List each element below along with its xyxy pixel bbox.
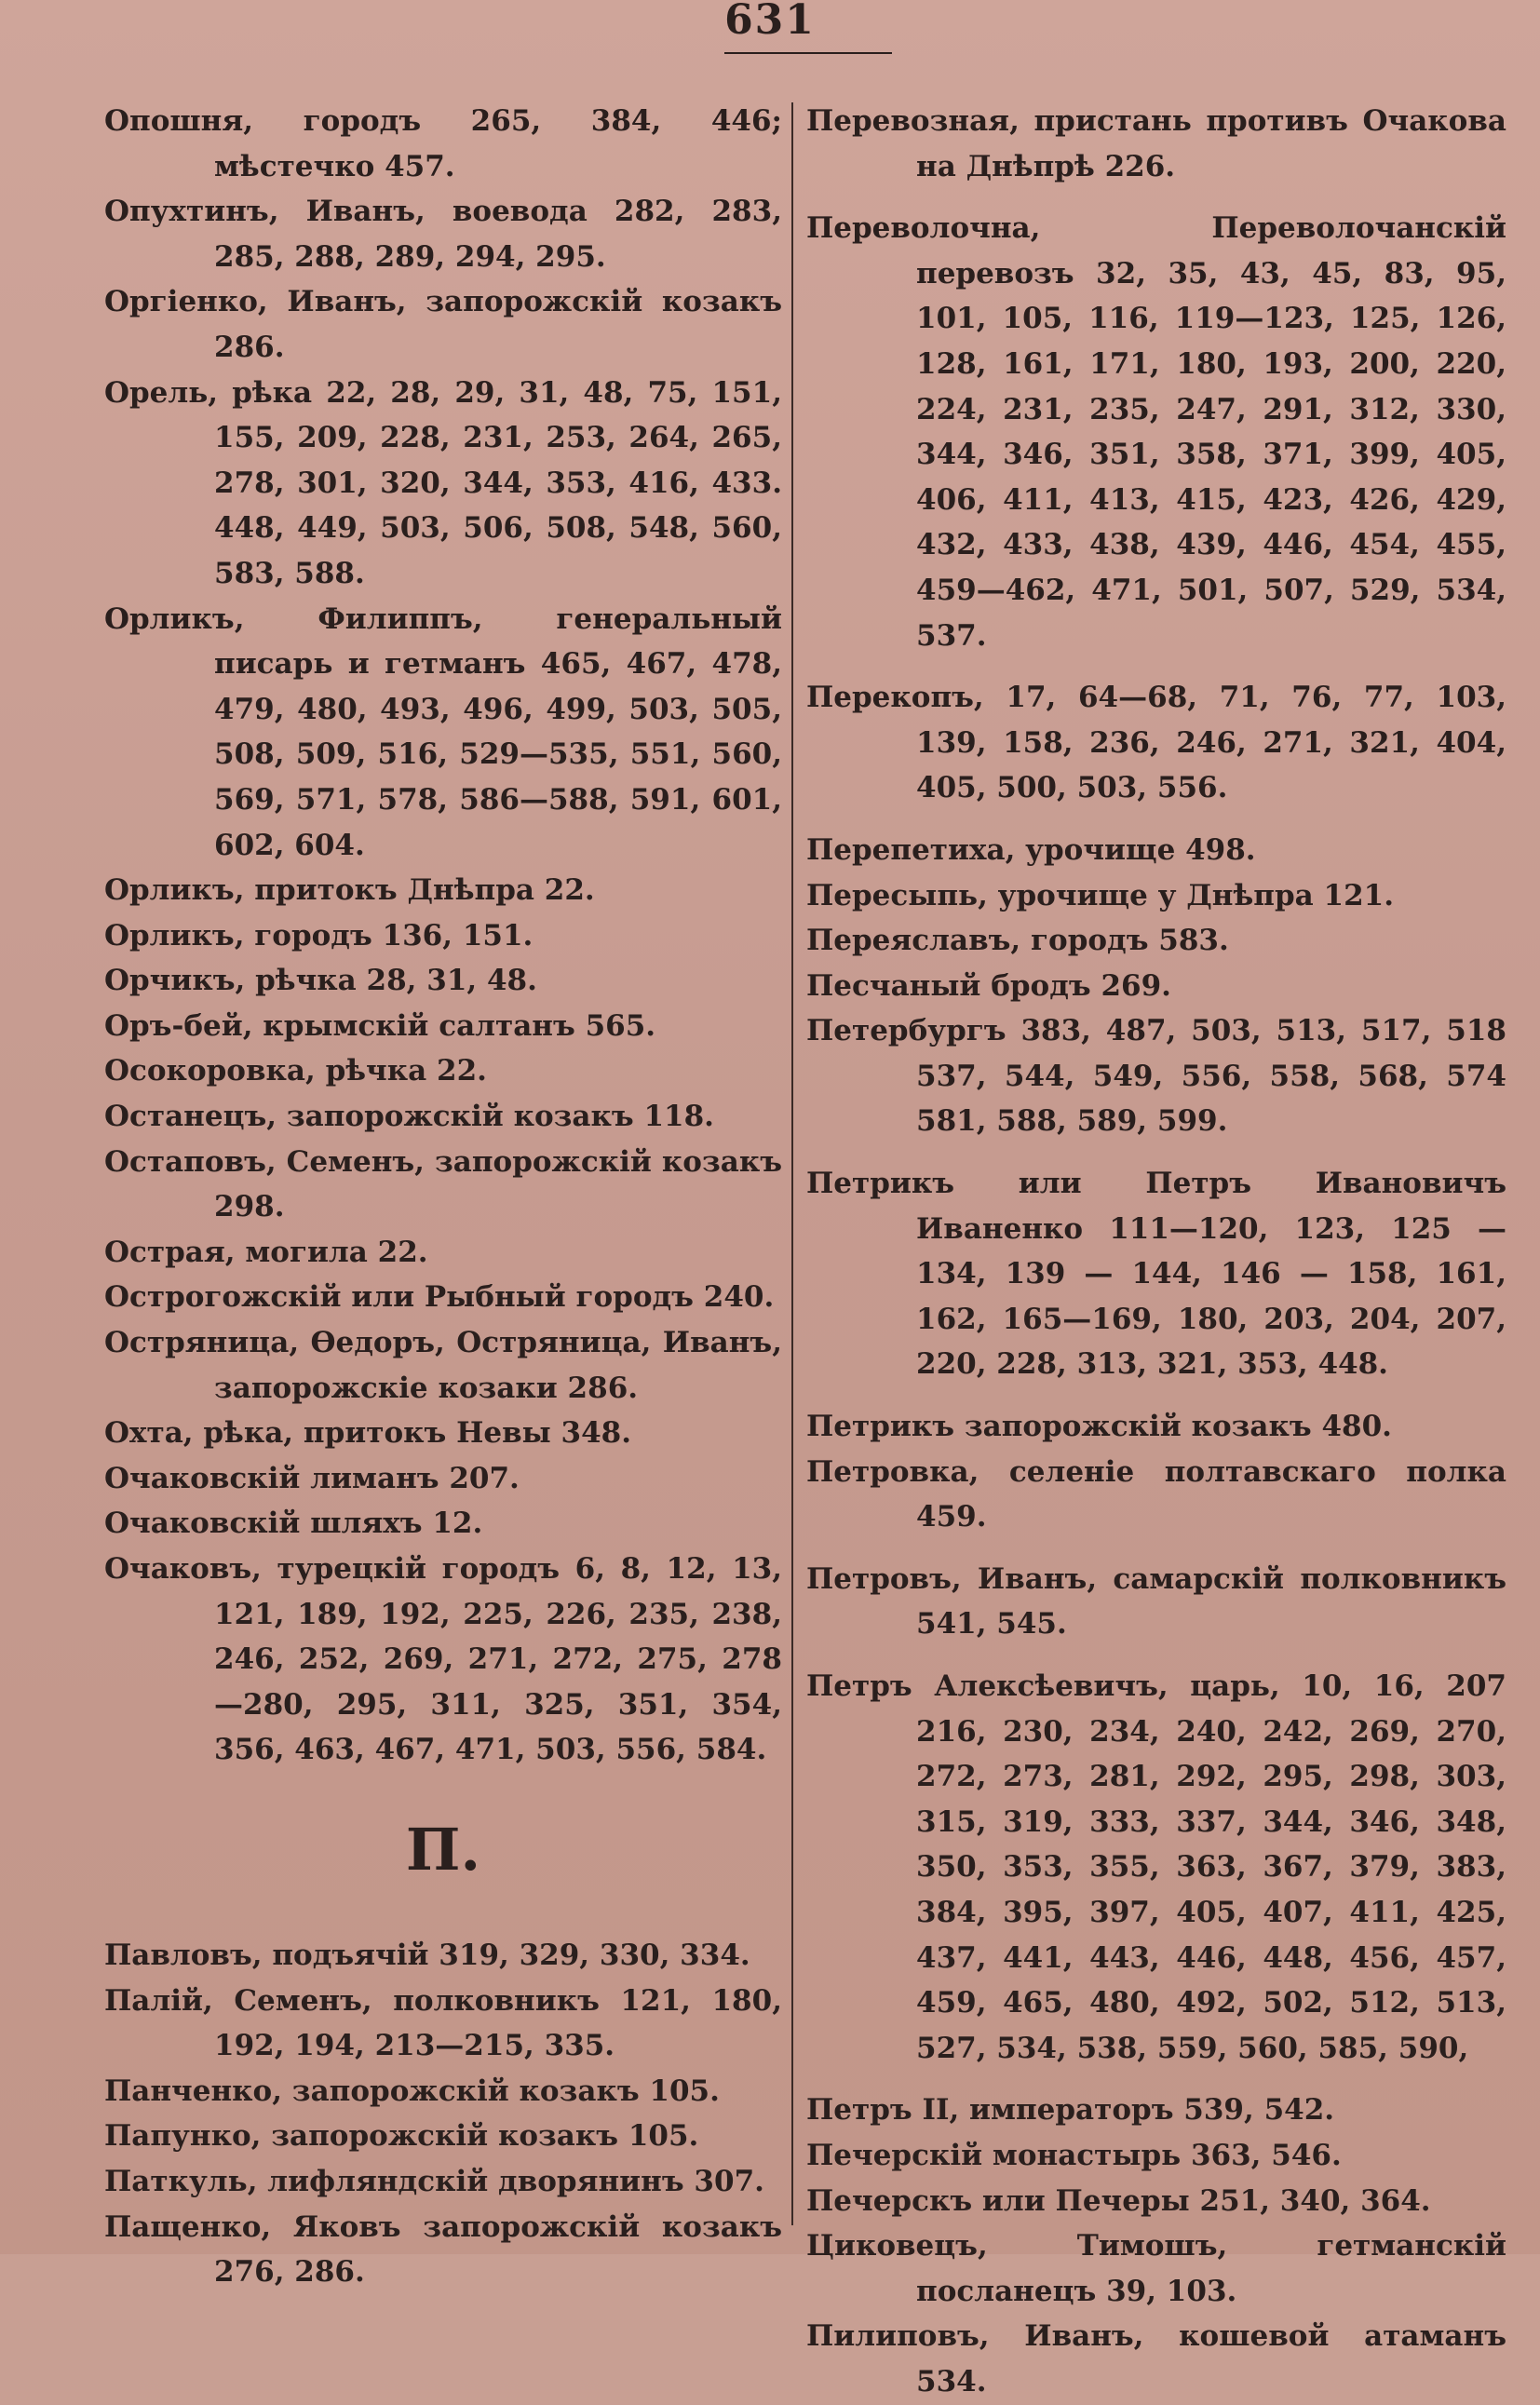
page-number: 631	[724, 0, 816, 44]
index-entry: Останецъ, запорожскій козакъ 118.	[104, 1100, 714, 1134]
left-entries	[104, 99, 782, 1773]
index-entry: Пилиповъ, Иванъ, кошевой атаманъ 534.	[806, 2319, 1506, 2398]
index-entry: Орчикъ, рѣчка 28, 31, 48.	[104, 964, 537, 998]
index-entry: Оргіенко, Иванъ, запорожскій козакъ 286.	[104, 285, 782, 364]
index-entry: Перепетиха, урочище 498.	[806, 832, 1256, 867]
index-entry: Пащенко, Яковъ запорожскій козакъ 276, 286.	[104, 2209, 782, 2290]
index-entry: Панченко, запорожскій козакъ 105.	[104, 2074, 720, 2108]
index-entry: Оръ-бей, крымскій салтанъ 565.	[104, 1008, 656, 1043]
index-entry: Печерскъ или Печеры 251, 340, 364.	[806, 2183, 1431, 2218]
index-entry: Печерскій монастырь 363, 546.	[806, 2138, 1342, 2172]
index-entry: Опухтинъ, Иванъ, воевода 282, 283, 285, 288, 289, 294, 295.	[104, 195, 782, 274]
index-entry: Пересыпь, урочище у Днѣпра 121.	[806, 878, 1395, 912]
index-entry: Орликъ, притокъ Днѣпра 22.	[104, 873, 595, 908]
index-entry: Орель, рѣка 22, 28, 29, 31, 48, 75, 151, 155, 209, 228, 231, 253, 264, 265, 278, 301, 320, 344, 353, 416, 433. 448, 449, 503, 506, 508, 548, 560, 583, 588.	[104, 375, 782, 590]
index-entry: Очаковъ, турецкій городъ 6, 8, 12, 13, 121, 189, 192, 225, 226, 235, 238, 246, 252, 269, 271, 272, 275, 278—280, 295, 311, 325, 351, 354, 356, 463, 467, 471, 503, 556, 584.	[104, 1552, 782, 1767]
section-letter: П.	[405, 1815, 481, 1884]
index-entry: Острогожскій или Рыбный городъ 240.	[104, 1280, 775, 1315]
index-entry: Остаповъ, Семенъ, запорожскій козакъ 298.	[104, 1144, 782, 1224]
left-column	[104, 99, 782, 2295]
index-entry: Петровъ, Иванъ, самарскій полковникъ 541, 545.	[806, 1561, 1506, 1642]
index-entry: Переволочна, Переволочанскій перевозъ 32, 35, 43, 45, 83, 95, 101, 105, 116, 119—123, 125, 126, 128, 161, 171, 180, 193, 200, 220, 224, 231, 235, 247, 291, 312, 330, 344, 346, 351, 358, 371, 399, 405, 406, 411, 413, 415, 423, 426, 429, 432, 433, 438, 439, 446, 454, 455, 459—462, 471, 501, 507, 529, 534, 537.	[806, 211, 1506, 653]
index-entry: Палій, Семенъ, полковникъ 121, 180, 192, 194, 213—215, 335.	[104, 1983, 782, 2063]
index-entry: Остряница, Ѳедоръ, Остряница, Иванъ, запорожскіе козаки 286.	[104, 1326, 782, 1405]
index-entry: Опошня, городъ 265, 384, 446; мѣстечко 457.	[104, 104, 782, 183]
index-entry: Песчаный бродъ 269.	[806, 968, 1171, 1003]
index-entry: Петербургъ 383, 487, 503, 513, 517, 518 537, 544, 549, 556, 558, 568, 574 581, 588, 589, 599.	[806, 1014, 1506, 1139]
right-entries	[806, 99, 1506, 2405]
index-entry: Петровка, селеніе полтавскаго полка 459.	[806, 1454, 1506, 1534]
page-number-rule	[724, 52, 892, 54]
index-entry: Перекопъ, 17, 64—68, 71, 76, 77, 103, 139, 158, 236, 246, 271, 321, 404, 405, 500, 503, 556.	[806, 681, 1506, 805]
right-column	[806, 99, 1506, 2405]
index-entry: Охта, рѣка, притокъ Невы 348.	[104, 1416, 632, 1451]
index-entry: Орликъ, городъ 136, 151.	[104, 918, 534, 953]
index-entry: Осокоровка, рѣчка 22.	[104, 1054, 487, 1088]
index-entry: Петръ II, императоръ 539, 542.	[806, 2093, 1335, 2128]
index-entry: Переяславъ, городъ 583.	[806, 924, 1229, 958]
index-entry: Петръ Алексѣевичъ, царь, 10, 16, 207 216, 230, 234, 240, 242, 269, 270, 272, 273, 281, 292, 295, 298, 303, 315, 319, 333, 337, 344, 346, 348, 350, 353, 355, 363, 367, 379, 383, 384, 395, 397, 405, 407, 411, 425, 437, 441, 443, 446, 448, 456, 457, 459, 465, 480, 492, 502, 512, 513, 527, 534, 538, 559, 560, 585, 590,	[806, 1669, 1506, 2065]
index-entry: Очаковскій лиманъ 207.	[104, 1461, 520, 1495]
index-entry: Паткуль, лифляндскій дворянинъ 307.	[104, 2164, 764, 2198]
column-divider	[791, 102, 793, 2225]
index-entry: Петрикъ или Петръ Ивановичъ Иваненко 111—120, 123, 125 — 134, 139 — 144, 146 — 158, 161, 162, 165—169, 180, 203, 204, 207, 220, 228, 313, 321, 353, 448.	[806, 1167, 1506, 1382]
index-entry: Циковецъ, Тимошъ, гетманскій посланецъ 39, 103.	[806, 2229, 1506, 2308]
index-entry: Папунко, запорожскій козакъ 105.	[104, 2119, 699, 2154]
index-entry: Петрикъ запорожскій козакъ 480.	[806, 1410, 1392, 1444]
index-entry: Павловъ, подъячій 319, 329, 330, 334.	[104, 1938, 750, 1972]
index-entry: Очаковскій шляхъ 12.	[104, 1507, 483, 1541]
left-entries-after-section	[104, 1933, 782, 2295]
index-entry: Орликъ, Филиппъ, генеральный писарь и гетманъ 465, 467, 478, 479, 480, 493, 496, 499, 503, 505, 508, 509, 516, 529—535, 551, 560, 569, 571, 578, 586—588, 591, 601, 602, 604.	[104, 601, 782, 862]
index-entry: Перевозная, пристань противъ Очакова на Днѣпрѣ 226.	[806, 104, 1506, 183]
index-entry: Острая, могила 22.	[104, 1235, 428, 1269]
